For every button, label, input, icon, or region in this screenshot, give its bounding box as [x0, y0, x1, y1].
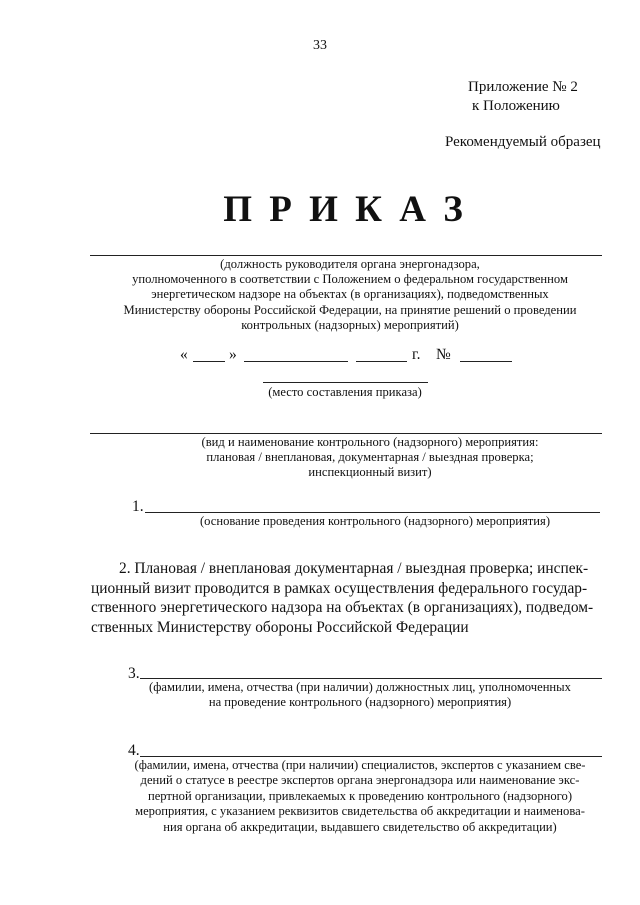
item3-number: 3. — [128, 665, 140, 682]
item2-line: ционный визит проводится в рамках осуществления федерального государ- — [91, 579, 588, 597]
item4-number: 4. — [128, 742, 140, 759]
item2-line: ственного энергетического надзора на объектах (в организациях), подведом- — [91, 599, 594, 617]
appendix-header — [460, 78, 630, 116]
event-caption-line: плановая / внеплановая, документарная / выездная проверка; — [206, 450, 534, 465]
item1-caption: (основание проведения контрольного (надзорного) мероприятия) — [199, 514, 551, 528]
day-field[interactable] — [193, 361, 225, 362]
item4-fill-line[interactable] — [140, 756, 602, 757]
item4-caption-line: ния органа об аккредитации, выдавшего свидетельство об аккредитации) — [163, 819, 557, 834]
item3-caption-line: (фамилии, имена, отчества (при наличии) должностных лиц, уполномоченных — [149, 680, 571, 694]
item4-caption-line: мероприятия, с указанием реквизитов свидетельства об аккредитации и наименова- — [135, 804, 585, 819]
event-caption-line: (вид и наименование контрольного (надзорного) мероприятия: — [201, 435, 539, 449]
appendix-reference: к Положению — [472, 98, 560, 114]
number-sign: № — [436, 346, 451, 363]
event-caption — [150, 435, 590, 481]
item4-caption-line: дений о статусе в реестре экспертов органа энергонадзора или наименование экс- — [140, 773, 580, 788]
item3-caption-line: на проведение контрольного (надзорного) мероприятия) — [208, 695, 512, 710]
issuer-caption-line: Министерству обороны Российской Федерации, на принятие решений о проведении — [123, 302, 577, 317]
issuer-fill-line[interactable] — [90, 255, 602, 256]
event-caption-line: инспекционный визит) — [308, 465, 432, 480]
item1-fill-line[interactable] — [145, 512, 600, 513]
date-number-row — [0, 346, 640, 366]
issuer-caption-line: уполномоченного в соответствии с Положением о федеральном государственном — [132, 272, 568, 287]
item2-paragraph — [91, 559, 606, 637]
issuer-caption-line: энергетическом надзоре на объектах (в организациях), подведомственных — [151, 287, 549, 302]
year-suffix: г. — [412, 346, 421, 363]
issuer-caption-line: контрольных (надзорных) мероприятий) — [241, 317, 459, 332]
open-quote: « — [180, 346, 188, 363]
item3-fill-line[interactable] — [140, 678, 602, 679]
item1-number: 1. — [132, 498, 144, 515]
document-title: П Р И К А З — [223, 189, 467, 230]
item2-line: ственных Министерству обороны Российской Федерации — [91, 618, 469, 636]
event-fill-line[interactable] — [90, 433, 602, 434]
item4-caption-line: (фамилии, имена, отчества (при наличии) специалистов, экспертов с указанием све- — [134, 758, 586, 772]
item4-caption — [108, 758, 612, 835]
sample-note: Рекомендуемый образец — [445, 134, 601, 150]
page-number: 33 — [313, 38, 327, 53]
month-field[interactable] — [244, 361, 348, 362]
close-quote: » — [229, 346, 237, 363]
place-fill-line[interactable] — [263, 382, 428, 383]
item2-line: 2. Плановая / внеплановая документарная / выездная проверка; инспек- — [119, 560, 589, 577]
place-caption: (место составления приказа) — [268, 385, 422, 399]
item3-caption — [110, 680, 610, 710]
issuer-caption — [60, 257, 640, 333]
appendix-number: Приложение № 2 — [468, 79, 578, 95]
order-number-field[interactable] — [460, 361, 512, 362]
item4-caption-line: пертной организации, привлекаемых к проведению контрольного (надзорного) — [147, 788, 573, 803]
year-field[interactable] — [356, 361, 407, 362]
issuer-caption-line: (должность руководителя органа энергонадзора, — [220, 257, 480, 271]
